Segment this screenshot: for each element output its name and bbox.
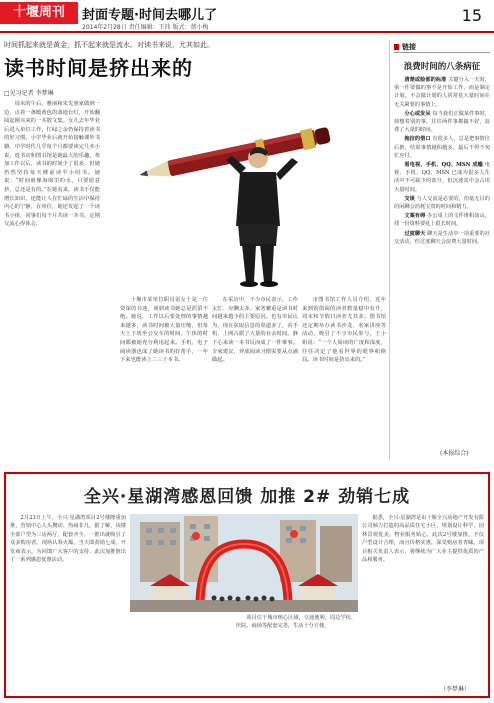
advertorial-column-2: 项目位于城市核心区域，交通便利，周边学校、医院、商场等配套完善，生活十分方便。	[236, 615, 356, 630]
article-column-4: 市图书馆工作人员介绍，近年来到馆借阅的读者数量稳中有升，周末和节假日读者尤其多。图书馆还定期举办读书沙龙、名家讲座等活动，吸引了不少市民参与。王小姐说：“一个人阅读的广度和深度，往往决定了他看世界的眼界和格局。读书时间是挤出来的。”	[302, 297, 386, 364]
article-column-3: 在采访中，不少市民表示，工作太忙、应酬太多、家务繁重是读书时间越来越少的主要原因。也有市民认为，现在获取信息的渠道多了，看手机、上网占据了大量的业余时间，静下心来读一本书反而成了一件难事。专家建议，养成阅读习惯需要从点滴做起。	[212, 297, 298, 364]
sidebar-item	[394, 212, 490, 228]
sidebar-item-text: 电视、手机、QQ、MSN 已成为很多人生活中不可缺少的部分，但沉迷其中会占用大量时间。	[394, 162, 490, 193]
article-kicker: 时间抓起来就是黄金，抓不起来就是流水。对读书来说，尤其如此。	[4, 41, 214, 49]
page-header	[0, 0, 494, 30]
column-divider	[389, 40, 390, 460]
sidebar-item-text: 办公桌上的文件堆积如山，找一份资料要花上很长时间。	[394, 213, 490, 228]
sidebar-title: 浪费时间的八条病征	[403, 62, 481, 72]
page-number: 15	[461, 6, 482, 25]
sidebar-item	[394, 76, 490, 109]
article-photo	[108, 96, 384, 292]
sidebar-item-head: 拖拉的借口	[404, 136, 431, 143]
sidebar-label: 链接	[402, 43, 416, 51]
sidebar-item-head: 文案有碍	[404, 213, 426, 220]
sidebar-marker-icon	[394, 44, 399, 50]
article-column-1: 周末的午后，雅丽和朱先惠家做到一边，点着一盏暖黄色的落地台灯，开始翻阅起刚买来的一本散文集。女儿去年毕业后进入单位工作，忙碌之余仍保持着读书的好习惯。小学毕业后就开始接触课外书籍，中学时代几乎每个月都要读完几本小说，逛书店和图书馆是她最大的乐趣。参加工作以后，读书的时间少了很多，但她仍然坚持每天睡前读半小时书。她说：“时间就像海绵里的水，只要愿意挤，总还是有的。”在她看来，读书不仅能增长知识，还能让人在忙碌的生活中保持内心的宁静。在单位，她还发起了一个读书小组，同事们每个月共读一本书，定期交流心得体会。	[4, 101, 100, 228]
article-column-2: 十堰市某单位职员雷女士是一位资深的书迷，谈到读书她总是滔滔不绝。她说，工作以后要处理的事情越来越多，读书时间被大量压缩，但每天上下班坐公交车的时间、午休的时间都被她充分利用起来。手机、电子阅读器也成了她读书的好帮手，一年下来也能读上二三十本书。	[120, 297, 208, 364]
sidebar-item-text: 聊天是生活中一项重要的社交活动，但过度聊天会浪费大量时间。	[394, 230, 490, 245]
sidebar-body	[394, 76, 490, 452]
masthead-brand: 十堰周刊	[0, 2, 78, 24]
man-with-giant-pen-illustration	[108, 96, 384, 292]
article-byline: □见习记者 李梦琳	[4, 90, 54, 97]
sidebar-item-head: 交谈	[404, 195, 415, 202]
header-divider	[0, 31, 494, 33]
article-title: 读书时间是挤出来的	[4, 56, 193, 80]
sidebar-item	[394, 110, 490, 135]
sidebar-item	[394, 195, 490, 211]
sidebar-item-head: 清楚或脸部的标准	[404, 77, 447, 83]
sidebar-item	[394, 230, 490, 246]
sidebar-item-text: 与人交流是必要的，但毫无目的的闲聊会消耗宝贵的时间和精力。	[394, 195, 490, 211]
advertorial-title: 全兴·星湖湾感恩回馈 加推 2# 劲销七成	[83, 487, 411, 507]
sidebar-item	[394, 161, 490, 194]
sidebar-item-head: 分心或发呆	[404, 110, 431, 117]
advertorial-column-1: 2月23日上午，全兴·星湖湾项目2号楼隆重加推，营销中心人头攒动、热闹非凡。据了解，该楼全部户型为三房两厅，配套齐全，一推出就吸引了众多购房者。现场认筹火爆，当天即劲销七成。开发商表示，为回馈广大客户的支持，此次加推推出了一系列感恩优惠活动。	[10, 515, 126, 564]
advertorial-column-3: 据悉，全兴·星湖湾是由十堰全兴房地产开发有限公司倾力打造的高品质住宅小区，规划设计科学，园林景观优美，物业服务贴心。此次2号楼加推，不仅户型设计合理，而且价格实惠，深受购房者青睐。项目相关负责人表示，将继续为广大业主提供优质的产品和服务。	[362, 515, 484, 564]
advertorial-photo	[130, 514, 358, 612]
sidebar-item-text: 每当我们正做某件事时，却想着别的事，往往两件事都做不好，浪费了大量的时间。	[394, 110, 490, 134]
sidebar-source: (本报综合)	[440, 450, 469, 457]
sales-event-photo	[130, 514, 358, 612]
sidebar-item-text: 有很多人，总是把事情往后推，结果事情越积越多，最后不得不匆忙应付。	[394, 136, 490, 159]
sidebar-item-text: 关键分入一天时，第一件要做的事不是开始工作，而是制定计划。不会做计划的人常常花大量时间在无关紧要的事情上。	[394, 77, 490, 108]
sidebar-item-head: 看电视、手机、QQ、MSN 成瘾	[404, 162, 483, 169]
sidebar-item	[394, 135, 490, 160]
section-title: 封面专题·时间去哪儿了	[82, 8, 217, 23]
advertorial-author: （李梦琳）	[440, 686, 471, 693]
issue-date-line: 2014年2月28日 责任编辑：王玮 版式：蔡小梅	[82, 24, 209, 31]
sidebar-item-head: 过度聊天	[404, 230, 426, 237]
